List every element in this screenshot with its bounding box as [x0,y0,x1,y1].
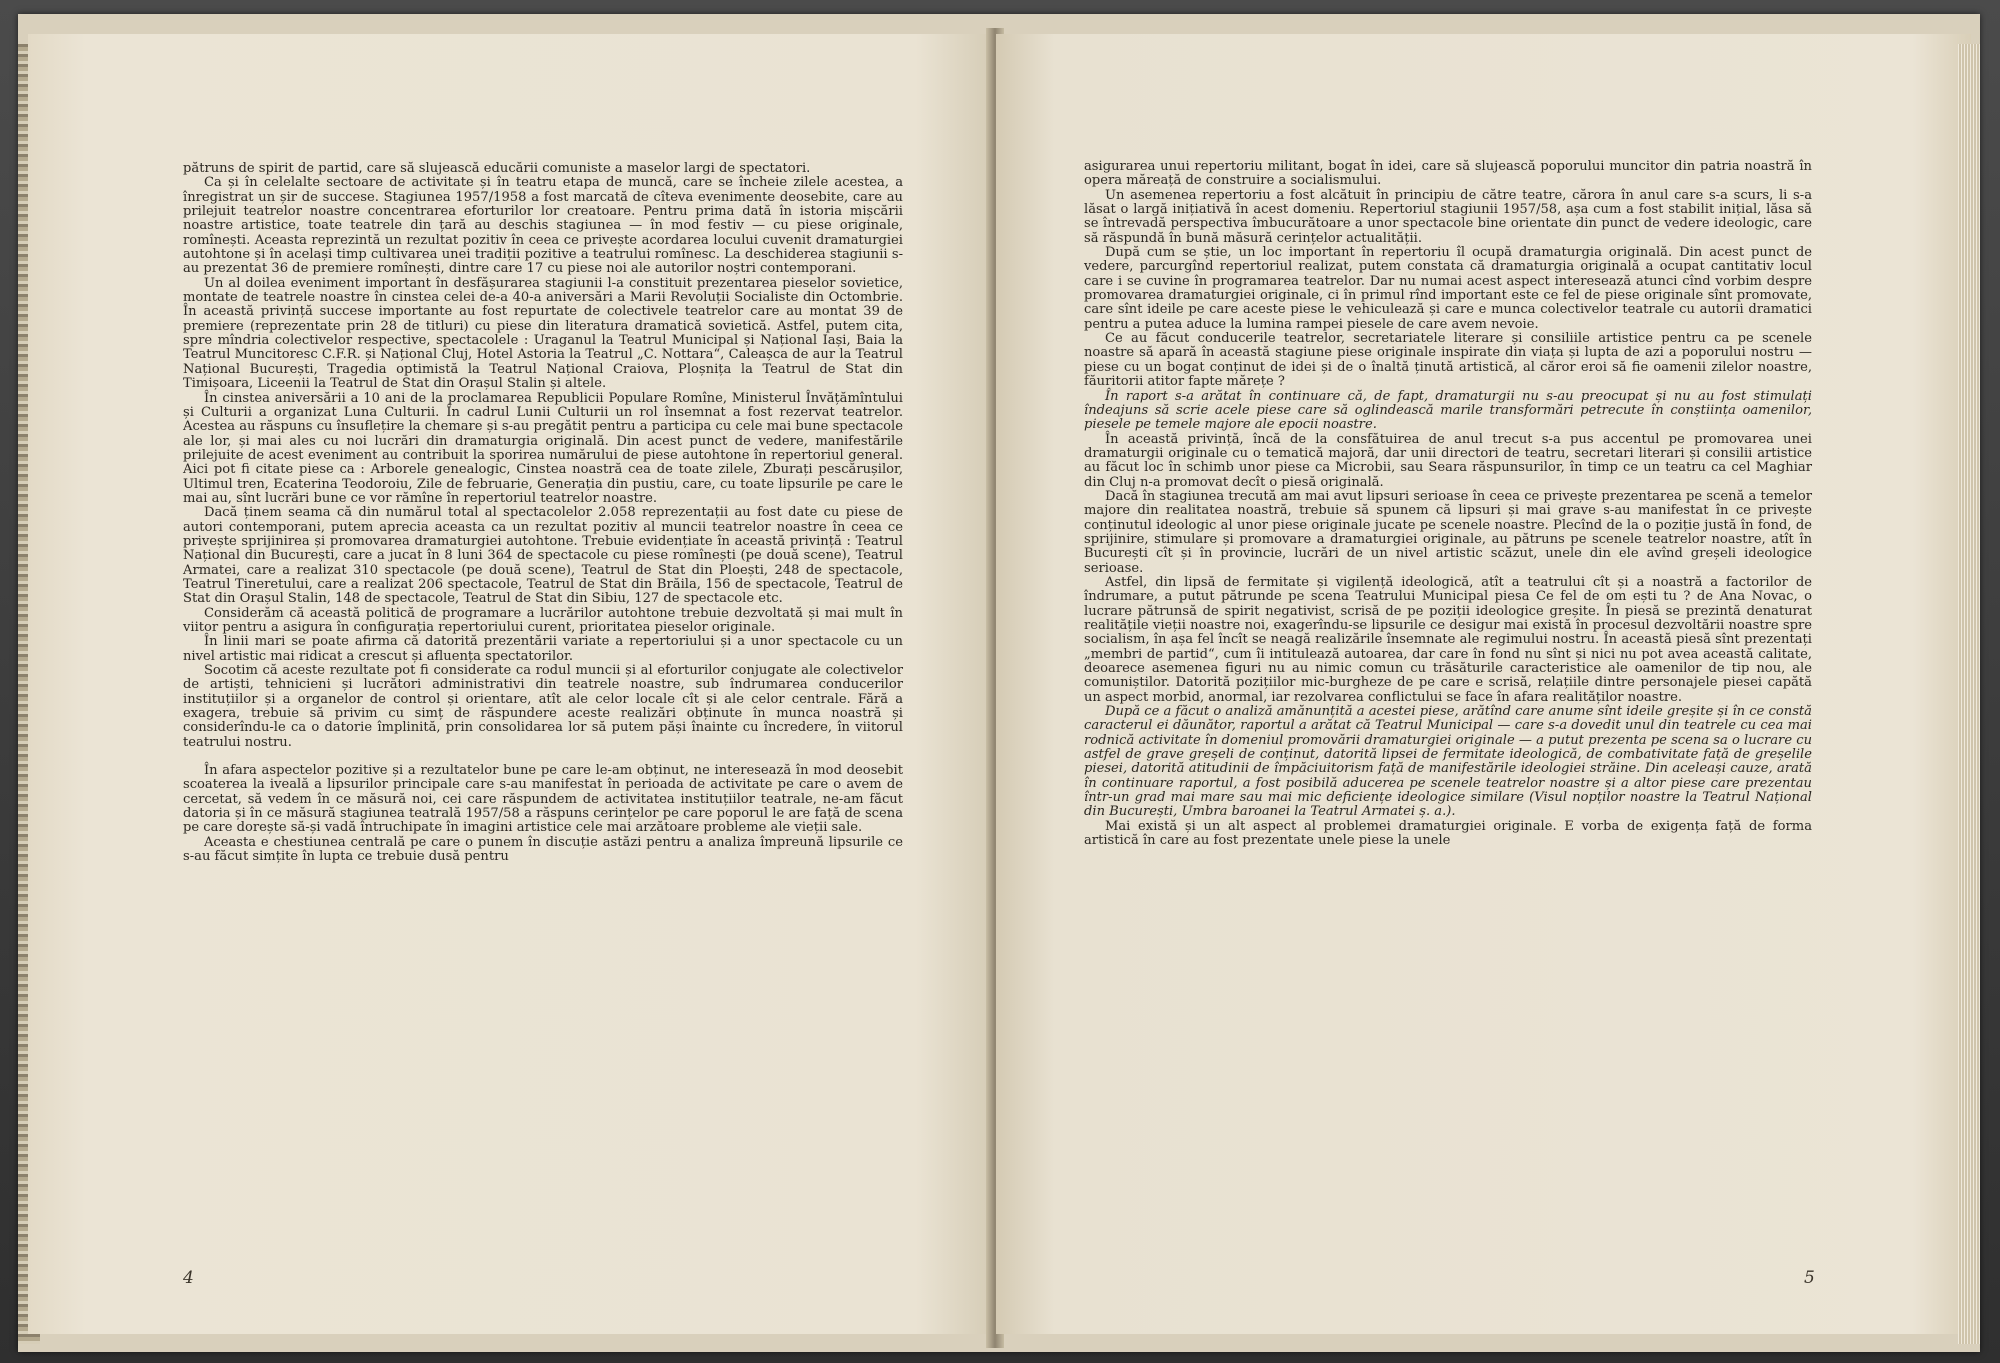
paragraph: În raport s-a arătat în continuare că, de fapt, dramaturgii nu s-au preocupat și nu au fost stimulați îndeajuns să scrie acele piese care să oglindească marile transformări petrecute în conștiința oamenilor, piesele pe temele majore ale epocii noastre. [1084,388,1812,433]
paragraph: În linii mari se poate afirma că datorită prezentării variate a repertoriului și a unor spectacole cu un nivel artistic mai ridicat a crescut și afluența spectatorilor. [183,634,903,664]
paragraph: asigurarea unui repertoriu militant, bogat în idei, care să slujească poporului muncitor din patria noastră în opera măreață de construire a socialismului. [1084,159,1812,189]
left-page-number: 4 [183,1268,194,1288]
left-page [28,34,993,1334]
paragraph: pătruns de spirit de partid, care să slujească educării comuniste a maselor largi de spectatori. [183,161,811,176]
open-book [18,14,1980,1352]
paragraph: Aceasta e chestiunea centrală pe care o punem în discuție astăzi pentru a analiza împreună lipsurile ce s-au făcut simțite în lupta ce trebuie dusă pentru [183,834,903,865]
paragraph: Un al doilea eveniment important în desfășurarea stagiunii l-a constituit prezentarea pieselor sovietice, montate de teatrele noastre în cinstea celei de-a 40-a aniversări a Marii Revoluții Socialiste din Octombrie. În această privință succese importante au fost repurtate de colectivele teatrelor care au montat 39 de premiere (reprezentate prin 28 de titluri) cu piese din literatura dramatică sovietică. Astfel, putem cita, spre mîndria colectivelor respective, spectacolele : Uraganul la Teatrul Municipal și Național Iași, Baia la Teatrul Muncitoresc C.F.R. și Național Cluj, Hotel Astoria la Teatrul „C. Nottara“, Caleașca de aur la Teatrul Național București, Tragedia optimistă la Teatrul Național Craiova, Ploșnița la Teatrul de Stat din Timișoara, Liceenii la Teatrul de Stat din Orașul Stalin și altele. [183,275,903,392]
paragraph: După ce a făcut o analiză amănunțită a acestei piese, arătînd care anume sînt ideile greșite și în ce constă caracterul ei dăunător, raportul a arătat că Teatrul Municipal — care s-a dovedit unul din teatrele cu cea mai rodnică activitate în domeniul promovării dramaturgiei originale — a putut prezenta pe scena sa o lucrare cu astfel de grave greșeli de conținut, datorită lipsei de fermitate ideologică, de combativitate față de greșelile piesei, datorită atitudinii de împăciuitorism față de manifestările ideologiei străine. Din aceleași cauze, arată în continuare raportul, a fost posibilă aducerea pe scenele teatrelor noastre și a altor piese care prezentau într-un grad mai mare sau mai mic deficiențe ideologice similare (Visul nopților noastre la Teatrul Național din București, Umbra baroanei la Teatrul Armatei ș. a.). [1084,704,1812,820]
paragraph: În cinstea aniversării a 10 ani de la proclamarea Republicii Populare Romîne, Ministerul Învățămîntului și Culturii a organizat Luna Culturii. În cadrul Lunii Culturii un rol însemnat a fost rezervat teatrelor. Acestea au răspuns cu însuflețire la chemare și s-au pregătit pentru a participa cu cele mai bune spectacole ale lor, și mai ales cu noi lucrări din dramaturgia originală. Din acest punct de vedere, manifestările prilejuite de acest eveniment au contribuit la sporirea numărului de piese autohtone în repertoriul general. Aici pot fi citate piese ca : Arborele genealogic, Cinstea noastră cea de toate zilele, Zburați pescărușilor, Ultimul tren, Ecaterina Teodoroiu, Zile de februarie, Generația din pustiu, care, cu toate lipsurile pe care le mai au, sînt lucrări bune ce vor rămîne în repertoriul teatrelor noastre. [183,390,903,506]
paragraph: Mai există și un alt aspect al problemei dramaturgiei originale. E vorba de exigența față de forma artistică în care au fost prezentate unele piese la unele [1084,818,1812,849]
paragraph: Ce au făcut conducerile teatrelor, secretariatele literare și consiliile artistice pentru ca pe scenele noastre să apară în această stagiune piese originale inspirate din viața și lupta de azi a poporului nostru — piese cu un bogat conținut de idei și de o înaltă ținută artistică, al căror eroi să fie oamenii zilelor noastre, făuritorii atitor fapte mărețe ? [1084,331,1812,390]
right-page [996,34,1971,1334]
paragraph: Ca și în celelalte sectoare de activitate și în teatru etapa de muncă, care se încheie zilele acestea, a înregistrat un șir de succese. Stagiunea 1957/1958 a fost marcată de cîteva evenimente deosebite, care au prilejuit teatrelor noastre concentrarea eforturilor lor creatoare. Pentru prima dată în istoria mișcării noastre artistice, toate teatrele din țară au deschis stagiunea — în mod festiv — cu piese originale, romînești. Aceasta reprezintă un rezultat pozitiv în ceea ce privește acordarea locului cuvenit dramaturgiei autohtone și în același timp cultivarea unei tradiții pozitive a teatrului romînesc. La deschiderea stagiunii s-au prezentat 36 de premiere romînești, dintre care 17 cu piese noi ale autorilor noștri contemporani. [183,175,903,277]
paragraph: Dacă ținem seama că din numărul total al spectacolelor 2.058 reprezentații au fost date cu piese de autori contemporani, putem aprecia aceasta ca un rezultat pozitiv al muncii teatrelor noastre în ceea ce privește sprijinirea și promovarea dramaturgiei autohtone. Trebuie evidențiate în această privință : Teatrul Național din București, care a jucat în 8 luni 364 de spectacole cu piese romînești (pe două scene), Teatrul Armatei, care a realizat 310 spectacole (pe două scene), Teatrul de Stat din Ploești, 248 de spectacole, Teatrul Tineretului, care a realizat 206 spectacole, Teatrul de Stat din Brăila, 156 de spectacole, Teatrul de Stat din Orașul Stalin, 148 de spectacole, Teatrul de Stat din Sibiu, 127 de spectacole etc. [183,505,903,607]
right-page-number: 5 [1804,1268,1815,1288]
paragraph: Socotim că aceste rezultate pot fi considerate ca rodul muncii și al eforturilor conjugate ale colectivelor de artiști, tehnicieni și lucrători administrativi din teatrele noastre, sub îndrumarea conducerilor instituțiilor și a organelor de control și orientare, atît ale celor locale cît și ale celor centrale. Fără a exagera, trebuie să privim cu simț de răspundere aceste realizări obținute în munca noastră și considerîndu-le ca o datorie împlinită, prin consolidarea lor să putem păși înainte cu încredere, în viitorul teatrului nostru. [183,663,903,750]
paragraph: Un asemenea repertoriu a fost alcătuit în principiu de către teatre, cărora în anul care s-a scurs, li s-a lăsat o largă inițiativă în acest domeniu. Repertoriul stagiunii 1957/58, așa cum a fost stabilit inițial, lăsa să se întrevadă perspectiva îmbucurătoare a unor spectacole bine orientate din punct de vedere ideologic, care să răspundă în bună măsură cerințelor actualității. [1084,187,1812,246]
left-page-text [183,162,903,865]
page-edges [1958,44,1980,1344]
paragraph: Considerăm că această politică de programare a lucrărilor autohtone trebuie dezvoltată și mai mult în viitor pentru a asigura în configurația repertoriului curent, prioritatea pieselor originale. [183,605,903,635]
paragraph: Astfel, din lipsă de fermitate și vigilență ideologică, atît a teatrului cît și a noastră a factorilor de îndrumare, a putut pătrunde pe scena Teatrului Municipal piesa Ce fel de om ești tu ? de Ana Novac, o lucrare pătrunsă de spirit negativist, scrisă de pe poziții ideologice greșite. În piesă se prezintă denaturat realitățile vieții noastre noi, exagerîndu-se lipsurile ce desigur mai există în procesul dezvoltării noastre spre socialism, în așa fel încît se neagă realizările însemnate ale regimului nostru. În această piesă sînt prezentați „membri de partid“, cum îi intitulează autoarea, dar care în fond nu sînt și nici nu pot avea această calitate, deoarece asemenea figuri nu au nimic comun cu trăsăturile caracteristice ale oamenilor de tip nou, ale comuniștilor. Datorită pozițiilor mic-burgheze de pe care e scrisă, relațiile dintre personajele piesei capătă un aspect morbid, anormal, iar rezolvarea conflictului se face în afara realităților noastre. [1084,574,1812,705]
paragraph: În această privință, încă de la consfătuirea de anul trecut s-a pus accentul pe promovarea unei dramaturgii originale cu o tematică majoră, dar unii directori de teatru, secretari literari și consilii artistice au făcut loc în schimb unor piese ca Microbii, sau Seara răspunsurilor, în timp ce un teatru ca cel Maghiar din Cluj n-a promovat decît o piesă originală. [1084,431,1812,490]
paragraph: După cum se știe, un loc important în repertoriu îl ocupă dramaturgia originală. Din acest punct de vedere, parcurgînd repertoriul realizat, putem constata că dramaturgia originală a ocupat cantitativ locul care i se cuvine în programarea teatrelor. Dar nu numai acest aspect interesează atunci cînd vorbim despre promovarea dramaturgiei originale, ci în primul rînd important este ce fel de piese originale sînt promovate, care sînt ideile pe care aceste piese le vehiculează și care e munca colectivelor teatrale cu autorii dramatici pentru a putea aduce la lumina rampei piesele de care avem nevoie. [1084,245,1812,332]
paragraph: În afara aspectelor pozitive și a rezultatelor bune pe care le-am obținut, ne interesează în mod deosebit scoaterea la iveală a lipsurilor principale care s-au manifestat în perioada de activitate pe care o avem de cercetat, să vedem în ce măsură noi, cei care răspundem de activitatea instituțiilor teatrale, ne-am făcut datoria și în ce măsură stagiunea teatrală 1957/58 a răspuns cerințelor pe care poporul le are față de scena pe care dorește să-și vadă întruchipate în imagini artistice cele mai arzătoare probleme ale vieții sale. [183,763,903,836]
paragraph: Dacă în stagiunea trecută am mai avut lipsuri serioase în ceea ce privește prezentarea pe scenă a temelor majore din realitatea noastră, trebuie să spunem că lipsuri și mai grave s-au manifestat în ce privește conținutul ideologic al unor piese originale jucate pe scenele noastre. Plecînd de la o poziție justă în fond, de sprijinire, stimulare și promovare a dramaturgiei originale, au pătruns pe scenele teatrelor noastre, atît în București cît și în provincie, lucrări de un nivel artistic scăzut, unele din ele avînd greșeli ideologice serioase. [1084,488,1812,576]
right-page-text [1084,160,1812,849]
